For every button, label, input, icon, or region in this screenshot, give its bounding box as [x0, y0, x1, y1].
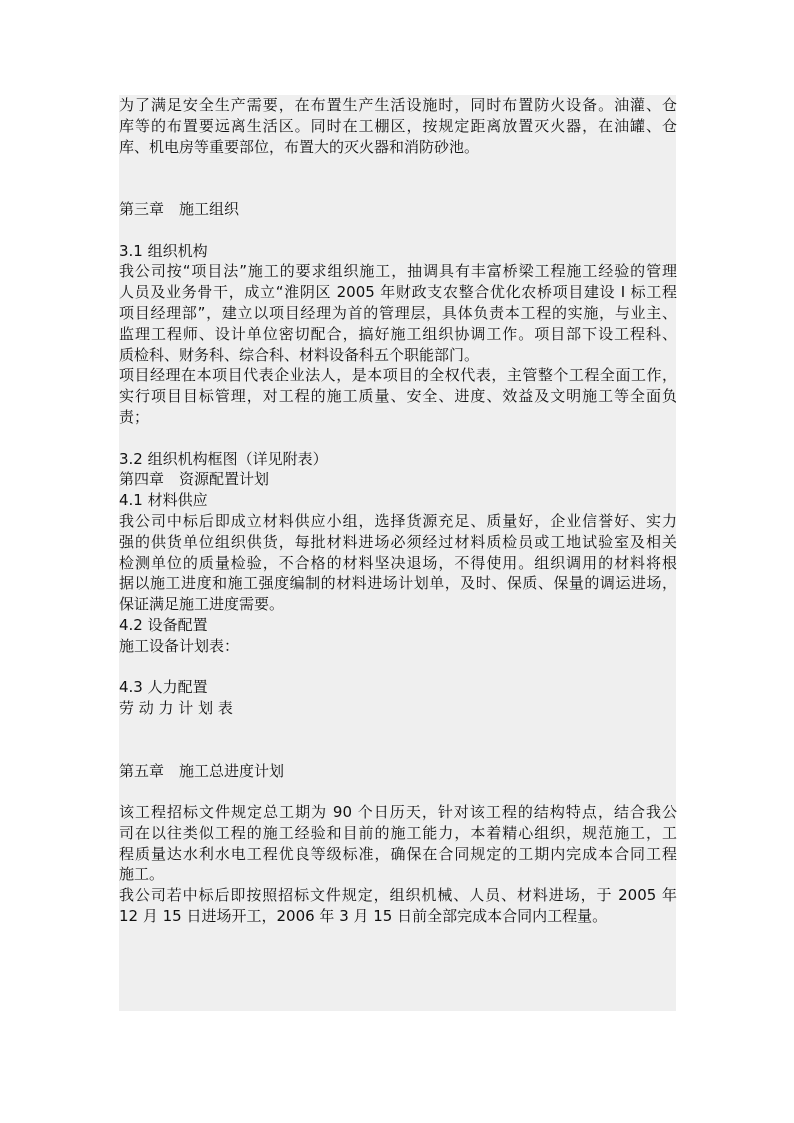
document-body [119, 95, 677, 927]
text-line: 程质量达水利水电工程优良等级标准，确保在合同规定的工期内完成本合同工程 [119, 844, 677, 863]
section-4-3-heading: 4.3 人力配置 [119, 678, 208, 697]
text-line: 司在以往类似工程的施工经验和目前的施工能力，本着精心组织，规范施工，工 [119, 823, 677, 842]
text-line: 为了满足安全生产需要，在布置生产生活设施时，同时布置防火设备。油灌、仓 [119, 96, 677, 114]
chapter-3-heading: 第三章 施工组织 [119, 199, 240, 218]
text-line: 库等的布置要远离生活区。同时在工棚区，按规定距离放置灭火器，在油罐、仓 [119, 116, 677, 135]
section-3-2-heading: 3.2 组织机构框图（详见附表） [119, 449, 328, 468]
text-line: 施工。 [119, 865, 165, 884]
labor-table-label: 劳 动 力 计 划 表 [119, 699, 233, 718]
text-line: 实行项目目标管理，对工程的施工质量、安全、进度、效益及文明施工等全面负 [119, 387, 677, 406]
text-line: 质检科、财务科、综合科、材料设备科五个职能部门。 [119, 345, 480, 364]
text-line: 责； [119, 407, 150, 426]
text-line: 我公司若中标后即按照招标文件规定，组织机械、人员、材料进场，于 2005 年 [119, 886, 677, 905]
text-line: 库、机电房等重要部位，布置大的灭火器和消防砂池。 [119, 137, 480, 156]
text-line: 项目经理部”，建立以项目经理为首的管理层，具体负责本工程的实施，与业主、 [119, 303, 677, 322]
paragraph-material-supply [119, 511, 677, 615]
text-line: 12 月 15 日进场开工，2006 年 3 月 15 日前全部完成本合同内工程量。 [119, 907, 608, 926]
chapter-5-heading: 第五章 施工总进度计划 [119, 761, 285, 780]
text-line: 该工程招标文件规定总工期为 90 个日历天，针对该工程的结构特点，结合我公 [119, 803, 677, 822]
text-line: 强的供货单位组织供货，每批材料进场必须经过材料质检员或工地试验室及相关 [119, 532, 677, 551]
text-line: 保证满足施工进度需要。 [119, 595, 285, 614]
section-4-2-heading: 4.2 设备配置 [119, 615, 208, 634]
text-line: 据以施工进度和施工强度编制的材料进场计划单，及时、保质、保量的调运进场， [119, 574, 677, 593]
paragraph-organization [119, 261, 677, 365]
text-line: 我公司按“项目法”施工的要求组织施工，抽调具有丰富桥梁工程施工经验的管理 [119, 262, 677, 281]
text-line: 项目经理在本项目代表企业法人，是本项目的全权代表，主管整个工程全面工作， [119, 366, 677, 385]
text-line: 检测单位的质量检验，不合格的材料坚决退场，不得使用。组织调用的材料将根 [119, 553, 677, 572]
paragraph-plan [119, 885, 677, 927]
text-line: 监理工程师、设计单位密切配合，搞好施工组织协调工作。项目部下设工程科、 [119, 324, 677, 343]
text-line: 人员及业务骨干，成立“淮阴区 2005 年财政支农整合优化农桥项目建设 I 标工程 [119, 283, 677, 302]
section-4-1-heading: 4.1 材料供应 [119, 491, 208, 510]
paragraph-project-manager [119, 365, 677, 427]
paragraph-fire-safety [119, 95, 677, 157]
section-3-1-heading: 3.1 组织机构 [119, 241, 208, 260]
text-line: 我公司中标后即成立材料供应小组，选择货源充足、质量好，企业信誉好、实力 [119, 511, 677, 530]
equipment-table-label: 施工设备计划表： [119, 636, 240, 655]
chapter-4-heading: 第四章 资源配置计划 [119, 470, 270, 489]
paragraph-schedule [119, 802, 677, 885]
